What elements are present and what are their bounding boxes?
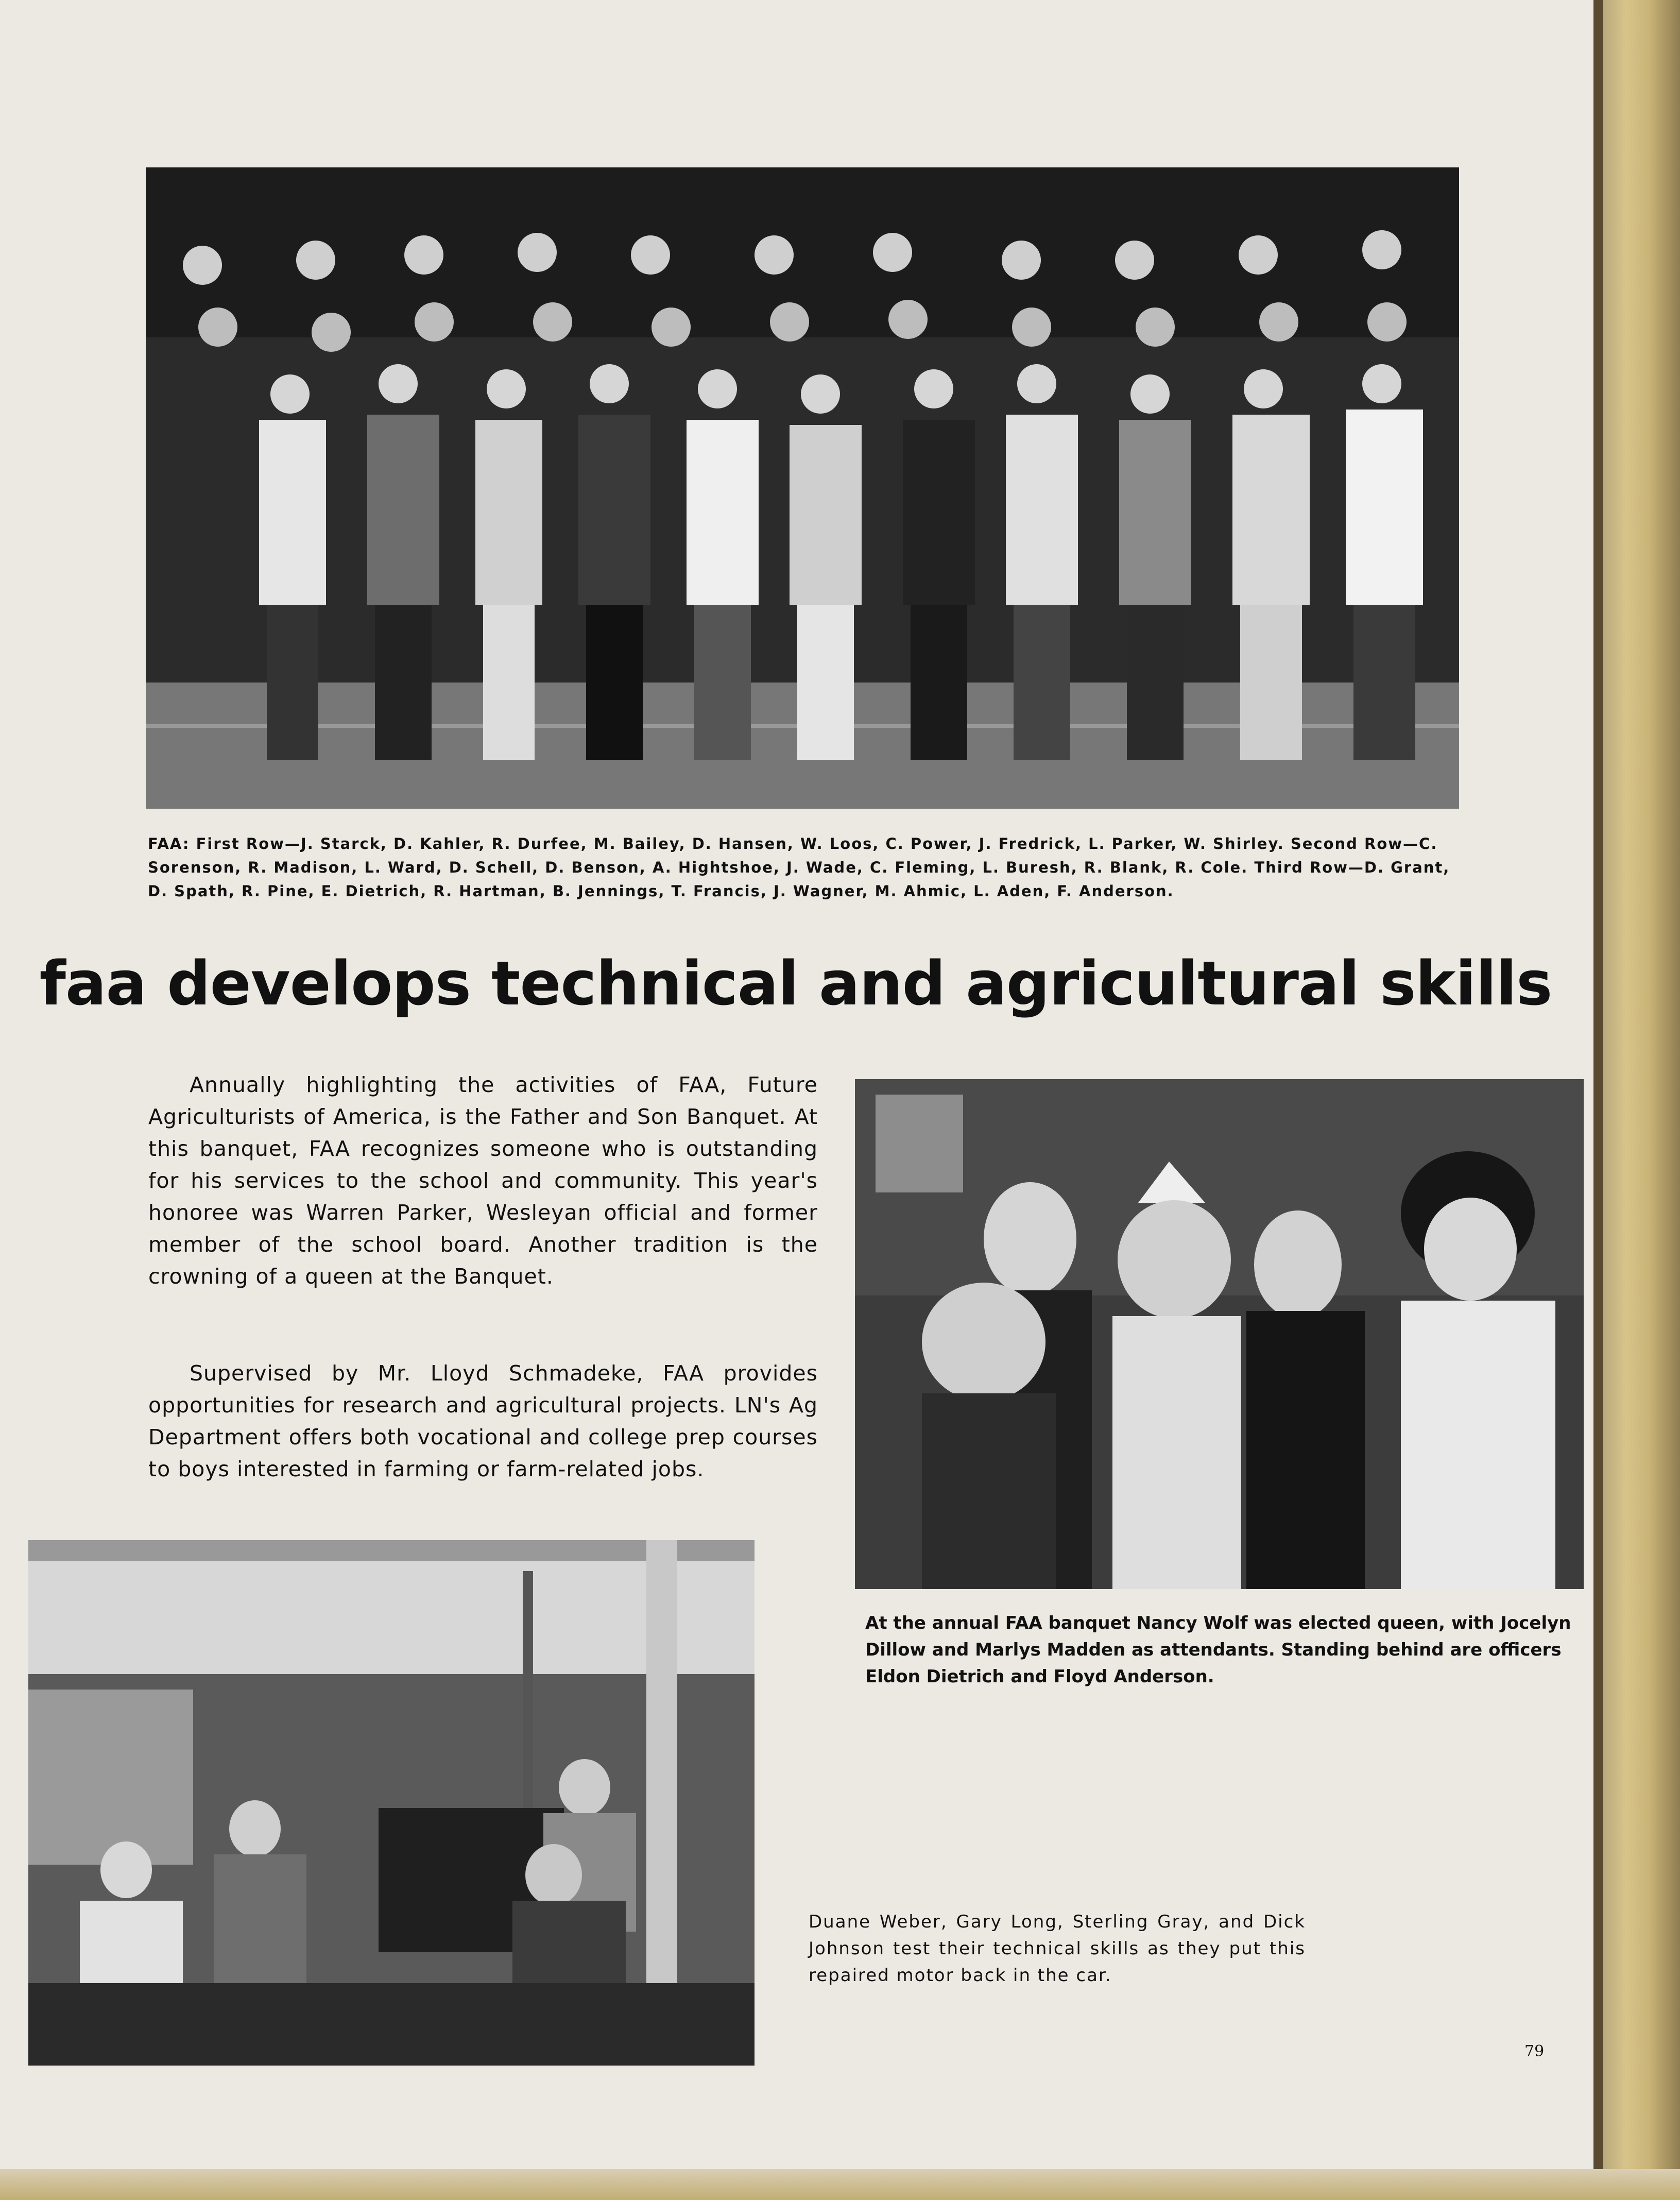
book-binding-shadow [1593,0,1603,2200]
motor-repair-photo [28,1540,755,2066]
banquet-photo-caption: At the annual FAA banquet Nancy Wolf was elected queen, with Jocelyn Dillow and Marlys Madden as attendants. Standing behind are officers Eldon Dietrich and Floyd Anderson. [865,1613,1571,1687]
book-page-edge [1603,0,1680,2200]
faa-group-photo [146,167,1459,809]
group-photo-caption: FAA: First Row—J. Starck, D. Kahler, R. Durfee, M. Bailey, D. Hansen, W. Loos, C. Power, J. Fredrick, L. Parker, W. Shirley. Second Row—C. Sorenson, R. Madison, L. Ward, D. Schell, D. Benson, A. Hightshoe, J. Wade, C. Fleming, L. Buresh, R. Blank, R. Cole. Third Row—D. Grant, D. Spath, R. Pine, E. Dietrich, R. Hartman, B. Jennings, T. Francis, J. Wagner, M. Ahmic, L. Aden, F. Anderson. [148,835,1450,900]
article-paragraph-2: Supervised by Mr. Lloyd Schmadeke, FAA provides opportunities for research and agricultural projects. LN's Ag Department offers both vocational and college prep courses to boys interested in farming or farm-related jobs. [148,1361,818,1481]
page-headline: faa develops technical and agricultural skills [39,948,1552,1019]
article-paragraph-1: Annually highlighting the activities of FAA, Future Agriculturists of America, is the Father and Son Banquet. At this banquet, FAA recognizes someone who is outstanding for his services to the school and community. This year's honoree was Warren Parker, Wesleyan official and former member of the school board. Another tradition is the crowning of a queen at the Banquet. [148,1072,818,1289]
banquet-queen-photo [855,1079,1584,1589]
page-number: 79 [1524,2042,1545,2060]
book-bottom-edge [0,2169,1680,2200]
motor-photo-caption: Duane Weber, Gary Long, Sterling Gray, and Dick Johnson test their technical skills as they put this repaired motor back in the car. [809,1912,1306,1986]
